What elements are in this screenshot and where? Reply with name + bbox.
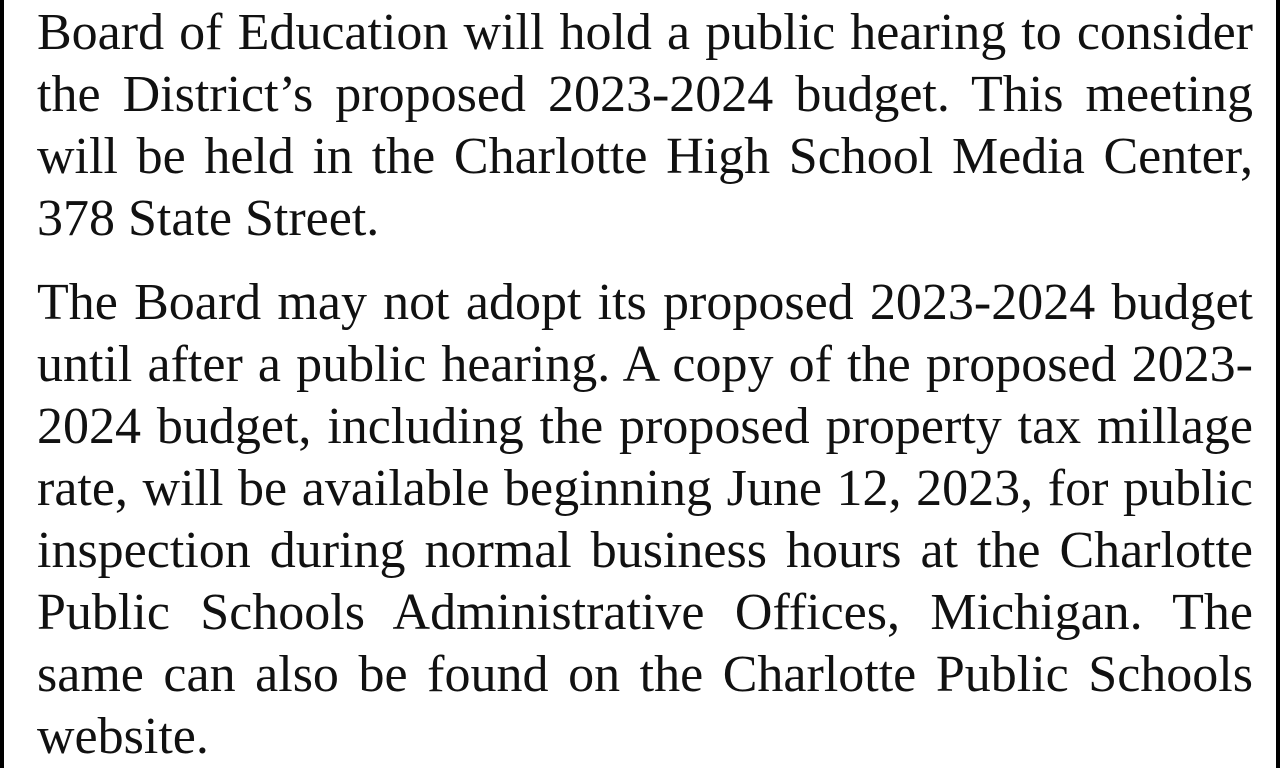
text-line: The Board may not adopt its proposed 2023-2024 budget (37, 274, 1253, 331)
text-line: will be held in the Charlotte High School Media Center, (37, 128, 1253, 185)
notice-body (37, 0, 1253, 768)
text-line: Board of Education will hold a public hearing to consider (37, 4, 1253, 61)
text-line: 378 State Street. (37, 190, 380, 247)
text-line: same can also be found on the Charlotte Public Schools (37, 646, 1253, 703)
text-line: Public Schools Administrative Offices, Michigan. The (37, 584, 1253, 641)
hearing-paragraph (37, 2, 1253, 250)
text-line: the District’s proposed 2023-2024 budget. This meeting (37, 66, 1253, 123)
text-line: website. (37, 708, 209, 765)
text-line: inspection during normal business hours at the Charlotte (37, 522, 1253, 579)
text-line: until after a public hearing. A copy of the proposed 2023- (37, 336, 1253, 393)
text-line: 2024 budget, including the proposed property tax millage (37, 398, 1253, 455)
budget-availability-paragraph (37, 272, 1253, 768)
text-line: rate, will be available beginning June 12, 2023, for public (37, 460, 1253, 517)
